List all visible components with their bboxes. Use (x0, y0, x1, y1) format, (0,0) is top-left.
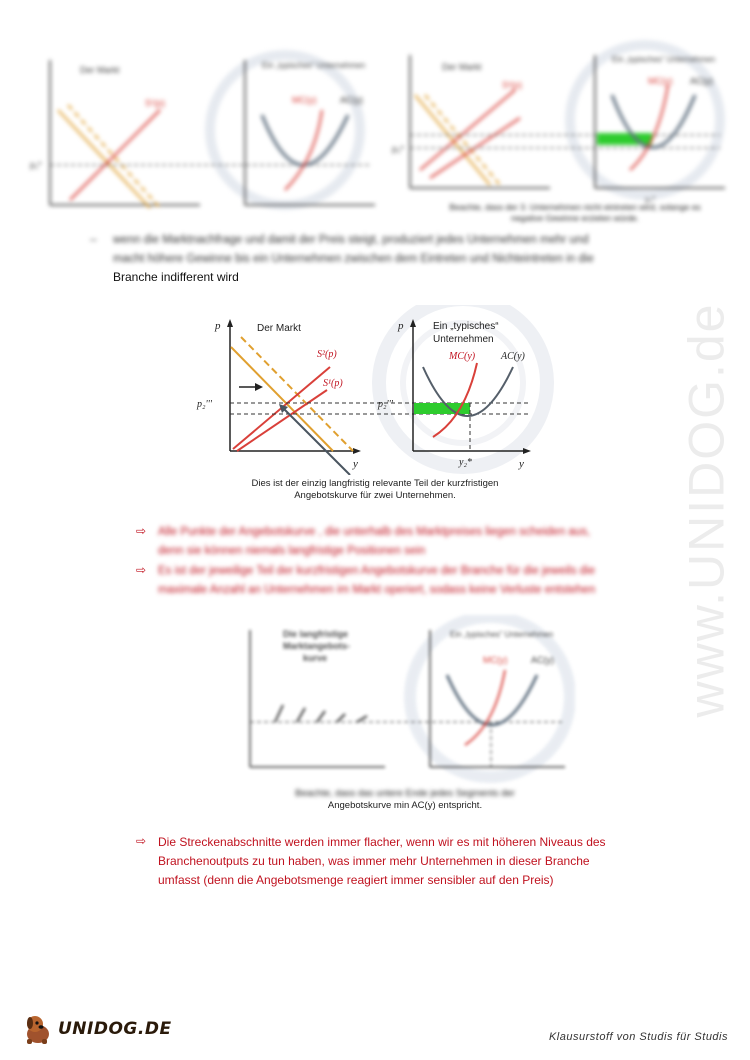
red-point-2-arrow: ⇨ (136, 563, 147, 577)
fig3-firm-p-label: p (398, 320, 404, 332)
fig4-left-title-1: Die langfristige (283, 629, 349, 639)
dog-logo-icon (22, 1012, 56, 1046)
fig4-left-title-3: kurve (303, 653, 328, 663)
red-point-2-line-2: maximale Anzahl an Unternehmen im Markt operiert, sodass keine Verluste entstehen (158, 584, 596, 596)
fig2-ac-label: AC(y) (690, 76, 713, 86)
fig3-price-right: p₂''' (378, 399, 393, 410)
bullet-line-1: wenn die Marktnachfrage und damit der Preis steigt, produziert jedes Unternehmen mehr und (113, 234, 589, 246)
fig1-supply-label: S¹(p) (145, 98, 165, 108)
fig1-price-label: p₁* (30, 160, 42, 170)
fig3-firm-title-2: Unternehmen (433, 334, 494, 345)
fig1-market-title: Der Markt (80, 65, 120, 75)
fig2-supply-label: S²(p) (502, 80, 522, 90)
watermark (676, 270, 736, 750)
bullet-line-2: macht höhere Gewinne bis ein Unternehmen zwischen dem Eintreten und Nichteintreten in die (113, 253, 594, 265)
fig2-caption (445, 202, 705, 224)
watermark-text: www.UNIDOG.de (678, 302, 734, 718)
fig3-s2-label: S²(p) (317, 349, 337, 360)
fig2-firm-title: Ein „typisches“ Unternehmen (612, 55, 716, 64)
fig3-caption (225, 478, 525, 502)
fig3-y-star-label: y₂* (459, 457, 472, 468)
fig2-market-title: Der Markt (442, 62, 482, 72)
fig2-caption-text: Beachte, dass der 3. Unternehmen nicht eintreten wird, solange es negative Gewinne erzielen würde. (449, 202, 701, 223)
logo-text: UNIDOG.DE (58, 1019, 172, 1039)
final-point-line-2: Branchenoutputs zu tun haben, was immer mehr Unternehmen in dieser Branche (158, 854, 590, 868)
fig4-caption-line-2: Angebotskurve min AC(y) entspricht. (327, 800, 483, 811)
bullet-dash: – (90, 232, 97, 246)
fig4-ac-label: AC(y) (531, 655, 554, 665)
final-point-line-3: umfasst (denn die Angebotsmenge reagiert immer sensibler auf den Preis) (158, 873, 554, 887)
bullet-line-3: Branche indifferent wird (113, 270, 239, 284)
fig4-caption (255, 788, 555, 812)
fig3-price-left: p₂''' (197, 399, 212, 410)
figure-3 (195, 305, 555, 475)
fig3-demand-curve (231, 347, 333, 451)
fig4-caption-line-1: Beachte, dass das untere Ende jedes Segments der (295, 788, 515, 799)
fig3-ac-label: AC(y) (501, 351, 525, 362)
fig4-left-title-2: Marktangebots- (283, 641, 351, 651)
fig1-ac-label: AC(y) (340, 95, 363, 105)
fig2-y-label: y₂* (645, 195, 656, 204)
fig3-s1-label: S¹(p) (323, 378, 343, 389)
fig2-price-label: p₂* (392, 144, 405, 154)
red-point-2-line-1: Es ist der jeweilige Teil der kurzfristigen Angebotskurve der Branche für die jeweils die (158, 565, 596, 577)
figure-2 (390, 40, 730, 220)
red-point-1-line-1: Alle Punkte der Angebotskurve , die unterhalb des Marktpreises liegen scheiden aus, (158, 526, 591, 538)
fig3-caption-line-1: Dies ist der einzig langfristig relevante Teil der kurzfristigen (251, 478, 499, 489)
final-point-line-1: Die Streckenabschnitte werden immer flacher, wenn wir es mit höheren Niveaus des (158, 835, 606, 849)
fig3-market-title: Der Markt (257, 323, 301, 334)
footer-logo[interactable] (22, 1012, 172, 1046)
fig2-mc-label: MC(y) (648, 76, 673, 86)
fig1-mc-label: MC(y) (292, 95, 317, 105)
final-point-arrow: ⇨ (136, 834, 147, 848)
figure-4 (225, 615, 575, 790)
footer-tagline: Klausurstoff von Studis für Studis (548, 1031, 728, 1043)
fig3-p-axis-label: p (215, 320, 221, 332)
figure-1 (30, 40, 380, 220)
fig4-firm-title: Ein „typisches“ Unternehmen (450, 630, 554, 639)
fig3-mc-label: MC(y) (449, 351, 476, 362)
fig3-y-axis-label: y (353, 458, 358, 470)
red-point-1-arrow: ⇨ (136, 524, 147, 538)
red-point-1-line-2: denn sie können niemals langfristige Positionen sein (158, 545, 426, 557)
fig3-pointer-line (283, 408, 350, 475)
fig3-firm-title-1: Ein „typisches“ (433, 321, 499, 332)
fig4-mc-label: MC(y) (483, 655, 508, 665)
fig3-firm-y-label: y (519, 458, 524, 470)
fig1-firm-title: Ein „typisches“ Unternehmen (262, 61, 366, 70)
fig3-caption-line-2: Angebotskurve für zwei Unternehmen. (294, 490, 456, 501)
